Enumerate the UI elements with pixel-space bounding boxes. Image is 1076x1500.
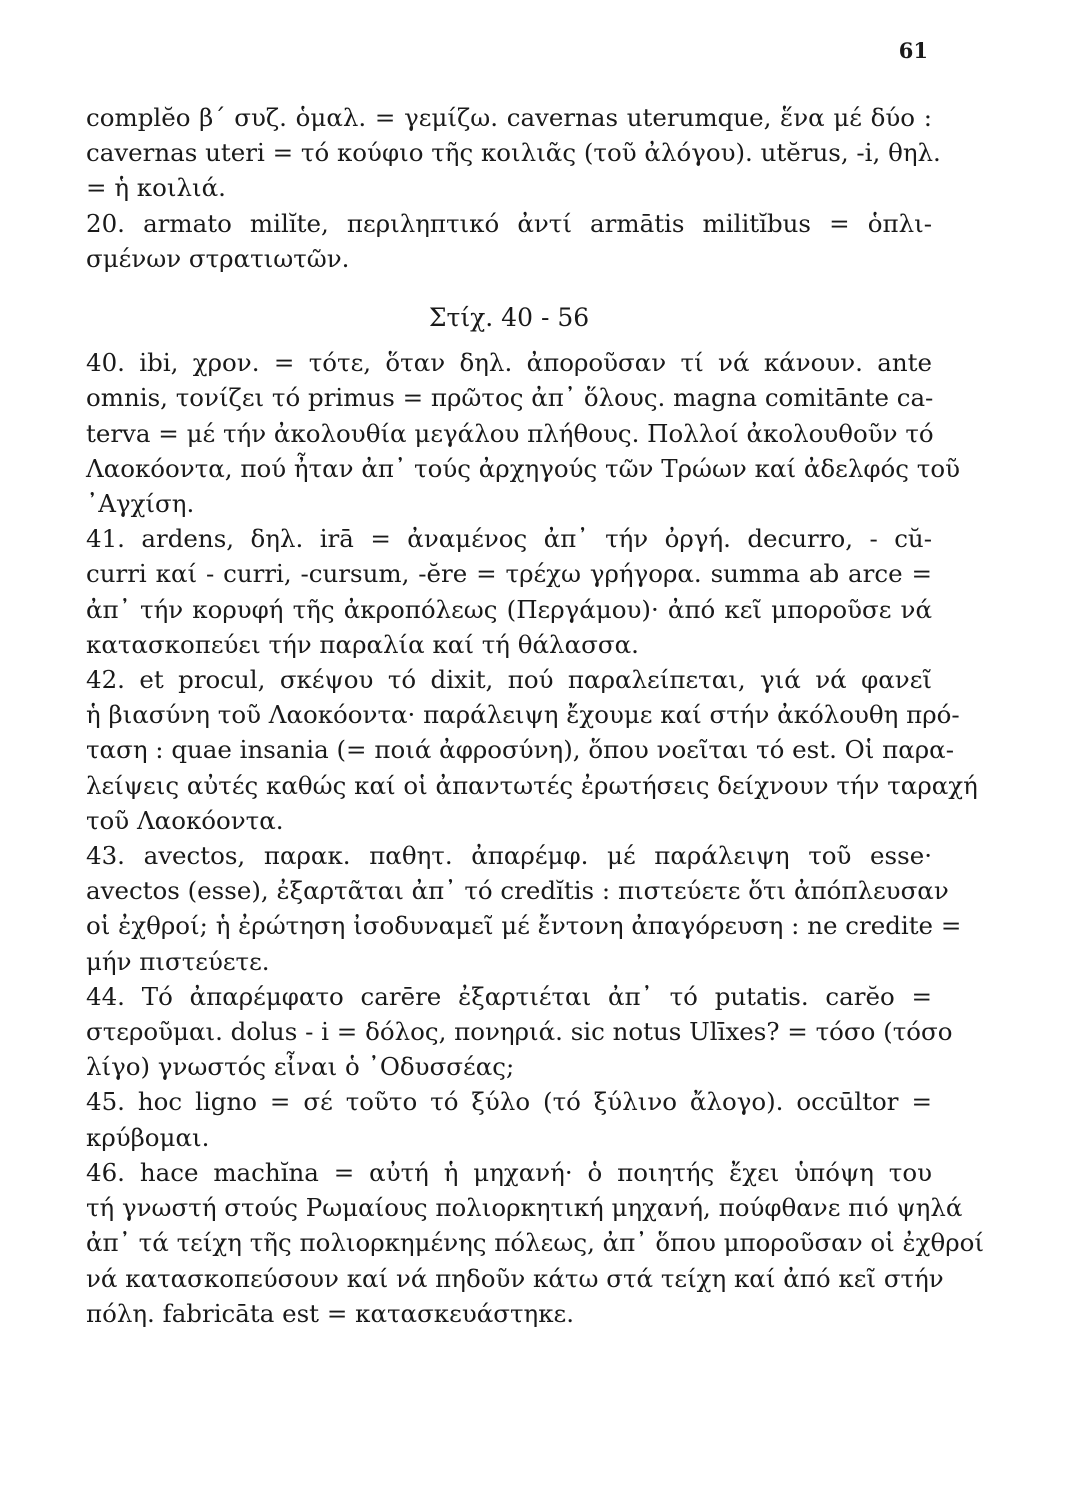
paragraph-40 (86, 345, 960, 521)
text-line: terva = μέ τήν ἀκολουθία μεγάλου πλήθους. Πολλοί ἀκολουθοῦν τό (86, 418, 934, 448)
text-line: cavernas uteri = τό κούφιο τῆς κοιλιᾶς (τοῦ ἀλόγου). utĕrus, -i, θηλ. (86, 138, 941, 168)
text-line: ἡ βιασύνη τοῦ Λαοκόοντα· παράλειψη ἔχουμε καί στήν ἀκόλουθη πρό- (86, 700, 960, 730)
text-line: avectos (esse), ἐξαρτᾶται ἀπ᾽ τό credĭtis : πιστεύετε ὅτι ἀπόπλευσαν (86, 876, 949, 906)
text-line: = ἡ κοιλιά. (86, 173, 226, 203)
text-line: σμένων στρατιωτῶν. (86, 243, 350, 273)
text-line: 44. Τό ἀπαρέμφατο carēre ἐξαρτιέται ἀπ᾽ τό putatis. carĕo = (86, 981, 932, 1011)
text-line: νά κατασκοπεύσουν καί νά πηδοῦν κάτω στά τείχη καί ἀπό κεῖ στήν (86, 1263, 944, 1293)
text-line: curri καί - curri, -cursum, -ĕre = τρέχω γρήγορα. summa ab arce = (86, 559, 932, 589)
text-line: ᾽Αγχίση. (86, 489, 195, 519)
paragraph-46 (86, 1155, 985, 1331)
page-body (86, 100, 985, 1331)
text-line: 40. ibi, χρον. = τότε, ὅταν δηλ. ἀποροῦσαν τί νά κάνουν. ante (86, 348, 932, 378)
text-line: 43. avectos, παρακ. παθητ. ἀπαρέμφ. μέ παράλειψη τοῦ esse· (86, 841, 932, 871)
text-line: 20. armato milĭte, περιληπτικό ἀντί armātis militĭbus = ὁπλι- (86, 208, 932, 238)
page-number: 61 (898, 38, 928, 63)
text-line: ἀπ᾽ τήν κορυφή τῆς ἀκροπόλεως (Περγάμου)· ἀπό κεῖ μποροῦσε νά (86, 594, 932, 624)
text-line: κατασκοπεύει τήν παραλία καί τή θάλασσα. (86, 629, 639, 659)
paragraph-41 (86, 521, 932, 662)
paragraph-compleo (86, 100, 941, 206)
text-line: 42. et procul, σκέψου τό dixit, πού παραλείπεται, γιά νά φανεῖ (86, 665, 932, 695)
text-line: στεροῦμαι. dolus - i = δόλος, πονηριά. sic notus Ulīxes? = τόσο (τόσο (86, 1017, 953, 1047)
paragraph-20 (86, 206, 932, 276)
text-line: πόλη. fabricāta est = κατασκευάστηκε. (86, 1298, 575, 1328)
text-line: μήν πιστεύετε. (86, 946, 270, 976)
text-line: 41. ardens, δηλ. irā = ἀναμένος ἀπ᾽ τήν ὀργή. decurro, - cŭ- (86, 524, 932, 554)
text-line: λείψεις αὐτές καθώς καί οἱ ἀπαντωτές ἐρωτήσεις δείχνουν τήν ταραχή (86, 770, 978, 800)
text-line: Λαοκόοντα, πού ἦταν ἀπ᾽ τούς ἀρχηγούς τῶν Τρώων καί ἀδελφός τοῦ (86, 453, 960, 483)
paragraph-44 (86, 979, 953, 1085)
text-line: 46. hace machĭna = αὐτή ἡ μηχανή· ὁ ποιητής ἔχει ὑπόψη του (86, 1157, 932, 1187)
text-line: τοῦ Λαοκόοντα. (86, 805, 284, 835)
text-line: ταση : quae insania (= ποιά ἀφροσύνη), ὅπου νοεῖται τό est. Οἱ παρα- (86, 735, 954, 765)
text-line: οἱ ἐχθροί; ἡ ἐρώτηση ἰσοδυναμεῖ μέ ἔντονη ἀπαγόρευση : ne credite = (86, 911, 962, 941)
section-heading: Στίχ. 40 - 56 (428, 303, 590, 333)
text-line: 45. hoc ligno = σέ τοῦτο τό ξύλο (τό ξύλινο ἄλογο). occūltor = (86, 1087, 932, 1117)
text-line: complĕo β΄ συζ. ὁμαλ. = γεμίζω. cavernas uterumque, ἕνα μέ δύο : (86, 103, 932, 132)
text-line: omnis, τονίζει τό primus = πρῶτος ἀπ᾽ ὅλους. magna comitānte ca- (86, 383, 934, 413)
paragraph-43 (86, 838, 962, 979)
text-line: λίγο) γνωστός εἶναι ὁ ᾽Οδυσσέας; (86, 1052, 515, 1082)
paragraph-42 (86, 662, 978, 838)
paragraph-45 (86, 1084, 932, 1154)
text-line: κρύβομαι. (86, 1122, 210, 1152)
text-line: τή γνωστή στούς Ρωμαίους πολιορκητική μηχανή, πούφθανε πιό ψηλά (86, 1193, 963, 1223)
text-line: ἀπ᾽ τά τείχη τῆς πολιορκημένης πόλεως, ἀπ᾽ ὅπου μποροῦσαν οἱ ἐχθροί (86, 1228, 985, 1258)
